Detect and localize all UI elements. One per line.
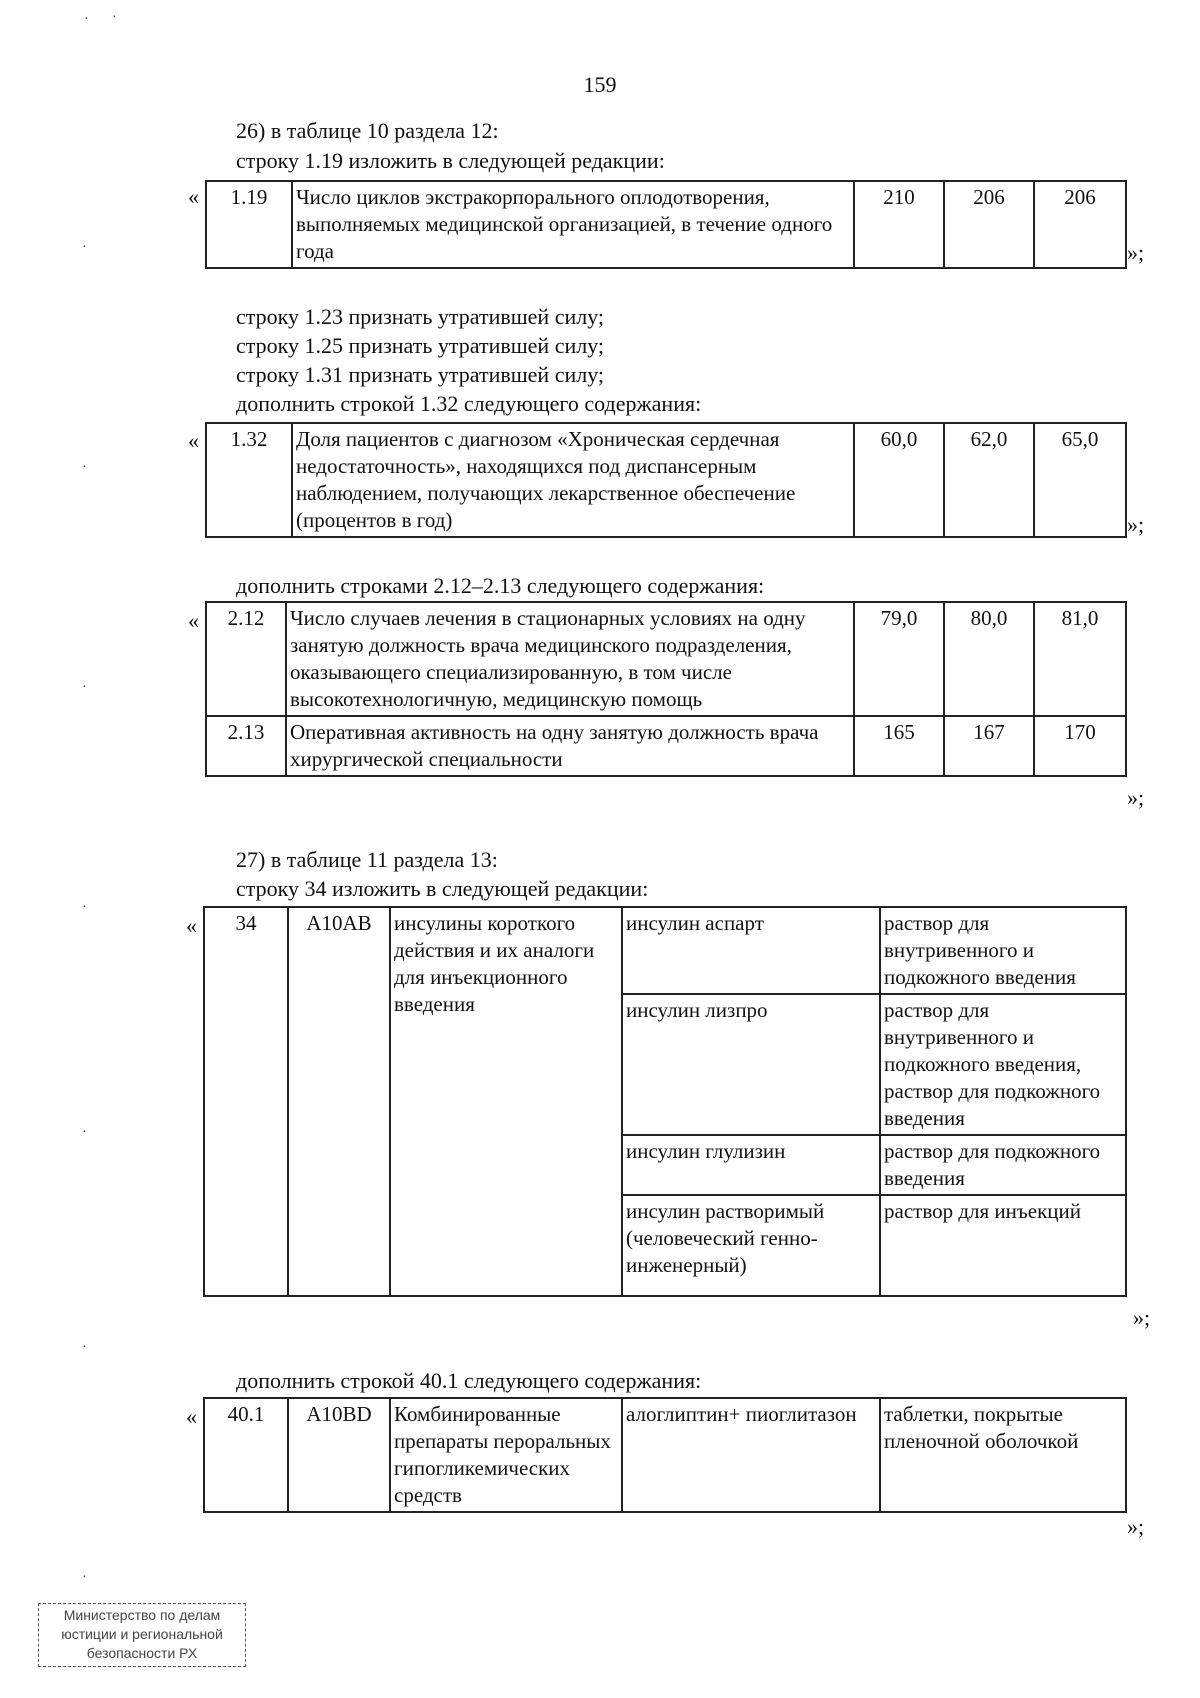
drug-name: инсулин аспарт xyxy=(622,907,880,994)
scan-speck: · xyxy=(82,680,87,695)
row-34-instruction: строку 34 изложить в следующей редакции: xyxy=(236,876,649,901)
repeal-line: строку 1.25 признать утратившей силу; xyxy=(236,333,605,358)
table-row-34 xyxy=(203,906,1127,1297)
table-row xyxy=(204,907,1126,994)
open-quote: « xyxy=(186,913,197,938)
atc-code: A10AB xyxy=(288,907,390,1296)
close-quote: »; xyxy=(1127,1514,1145,1539)
row-description: Число циклов экстракорпорального оплодотворения, выполняемых медицинской организацией, в течение одного года xyxy=(292,181,854,268)
open-quote: « xyxy=(188,428,199,453)
repeal-line: строку 1.31 признать утратившей силу; xyxy=(236,362,605,387)
scan-speck: · xyxy=(82,1340,87,1355)
drug-form: раствор для подкожного введения xyxy=(880,1135,1126,1195)
drug-name: алоглиптин+ пиоглитазон xyxy=(622,1398,880,1512)
value-cell: 79,0 xyxy=(854,602,944,716)
atc-code: A10BD xyxy=(288,1398,390,1512)
table-row xyxy=(206,716,1126,776)
value-cell: 210 xyxy=(854,181,944,268)
value-cell: 65,0 xyxy=(1034,423,1126,537)
value-cell: 167 xyxy=(944,716,1034,776)
open-quote: « xyxy=(188,184,199,209)
close-quote: »; xyxy=(1133,1305,1151,1330)
section-26-intro: 26) в таблице 10 раздела 12: xyxy=(236,118,499,143)
table-row xyxy=(206,181,1126,268)
row-description: Оперативная активность на одну занятую должность врача хирургической специальности xyxy=(286,716,854,776)
drug-form: раствор для инъекций xyxy=(880,1195,1126,1296)
repeal-line: строку 1.23 признать утратившей силу; xyxy=(236,304,605,329)
open-quote: « xyxy=(186,1404,197,1429)
scan-speck: · xyxy=(82,240,87,255)
scan-speck: · xyxy=(82,460,87,475)
row-number: 1.19 xyxy=(206,181,292,268)
scan-speck: · xyxy=(112,10,117,25)
table-row xyxy=(206,423,1126,537)
value-cell: 81,0 xyxy=(1034,602,1126,716)
row-40-1-instruction: дополнить строкой 40.1 следующего содержания: xyxy=(236,1368,702,1393)
row-number: 1.32 xyxy=(206,423,292,537)
row-number: 2.13 xyxy=(206,716,286,776)
row-description: Доля пациентов с диагнозом «Хроническая сердечная недостаточность», находящихся под диспансерным наблюдением, получающих лекарственное обеспечение (процентов в год) xyxy=(292,423,854,537)
row-number: 40.1 xyxy=(204,1398,288,1512)
close-quote: »; xyxy=(1127,240,1145,265)
table-row-1-32 xyxy=(205,422,1127,538)
drug-form: таблетки, покрытые пленочной оболочкой xyxy=(880,1398,1126,1512)
ministry-stamp: Министерство по делам юстиции и региональной безопасности РХ xyxy=(38,1603,246,1667)
rows-2-12-instruction: дополнить строками 2.12–2.13 следующего содержания: xyxy=(236,573,765,598)
table-row-40-1 xyxy=(203,1397,1127,1513)
scan-speck: · xyxy=(82,900,87,915)
row-1-32-instruction: дополнить строкой 1.32 следующего содержания: xyxy=(236,391,702,416)
close-quote: »; xyxy=(1127,785,1145,810)
section-27-intro: 27) в таблице 11 раздела 13: xyxy=(236,847,498,872)
row-number: 2.12 xyxy=(206,602,286,716)
value-cell: 60,0 xyxy=(854,423,944,537)
row-number: 34 xyxy=(204,907,288,1296)
open-quote: « xyxy=(188,608,199,633)
value-cell: 62,0 xyxy=(944,423,1034,537)
drug-group: инсулины короткого действия и их аналоги для инъекционного введения xyxy=(390,907,622,1296)
table-row xyxy=(204,1398,1126,1512)
drug-name: инсулин лизпро xyxy=(622,994,880,1135)
drug-name: инсулин растворимый (человеческий генно-инженерный) xyxy=(622,1195,880,1296)
value-cell: 170 xyxy=(1034,716,1126,776)
drug-name: инсулин глулизин xyxy=(622,1135,880,1195)
scan-speck: · xyxy=(84,12,89,27)
value-cell: 206 xyxy=(944,181,1034,268)
value-cell: 206 xyxy=(1034,181,1126,268)
table-row-1-19 xyxy=(205,180,1127,269)
table-rows-2-12-2-13 xyxy=(205,601,1127,777)
drug-form: раствор для внутривенного и подкожного введения, раствор для подкожного введения xyxy=(880,994,1126,1135)
drug-form: раствор для внутривенного и подкожного введения xyxy=(880,907,1126,994)
value-cell: 80,0 xyxy=(944,602,1034,716)
page-number: 159 xyxy=(583,72,617,97)
close-quote: »; xyxy=(1127,512,1145,537)
value-cell: 165 xyxy=(854,716,944,776)
drug-group: Комбинированные препараты пероральных гипогликемических средств xyxy=(390,1398,622,1512)
scan-speck: · xyxy=(82,1125,87,1140)
table-row xyxy=(206,602,1126,716)
row-1-19-instruction: строку 1.19 изложить в следующей редакции: xyxy=(236,148,665,173)
scan-speck: · xyxy=(82,1570,87,1585)
row-description: Число случаев лечения в стационарных условиях на одну занятую должность врача медицинского подразделения, оказывающего специализированную, в том числе высокотехнологичную, медицинскую помощь xyxy=(286,602,854,716)
